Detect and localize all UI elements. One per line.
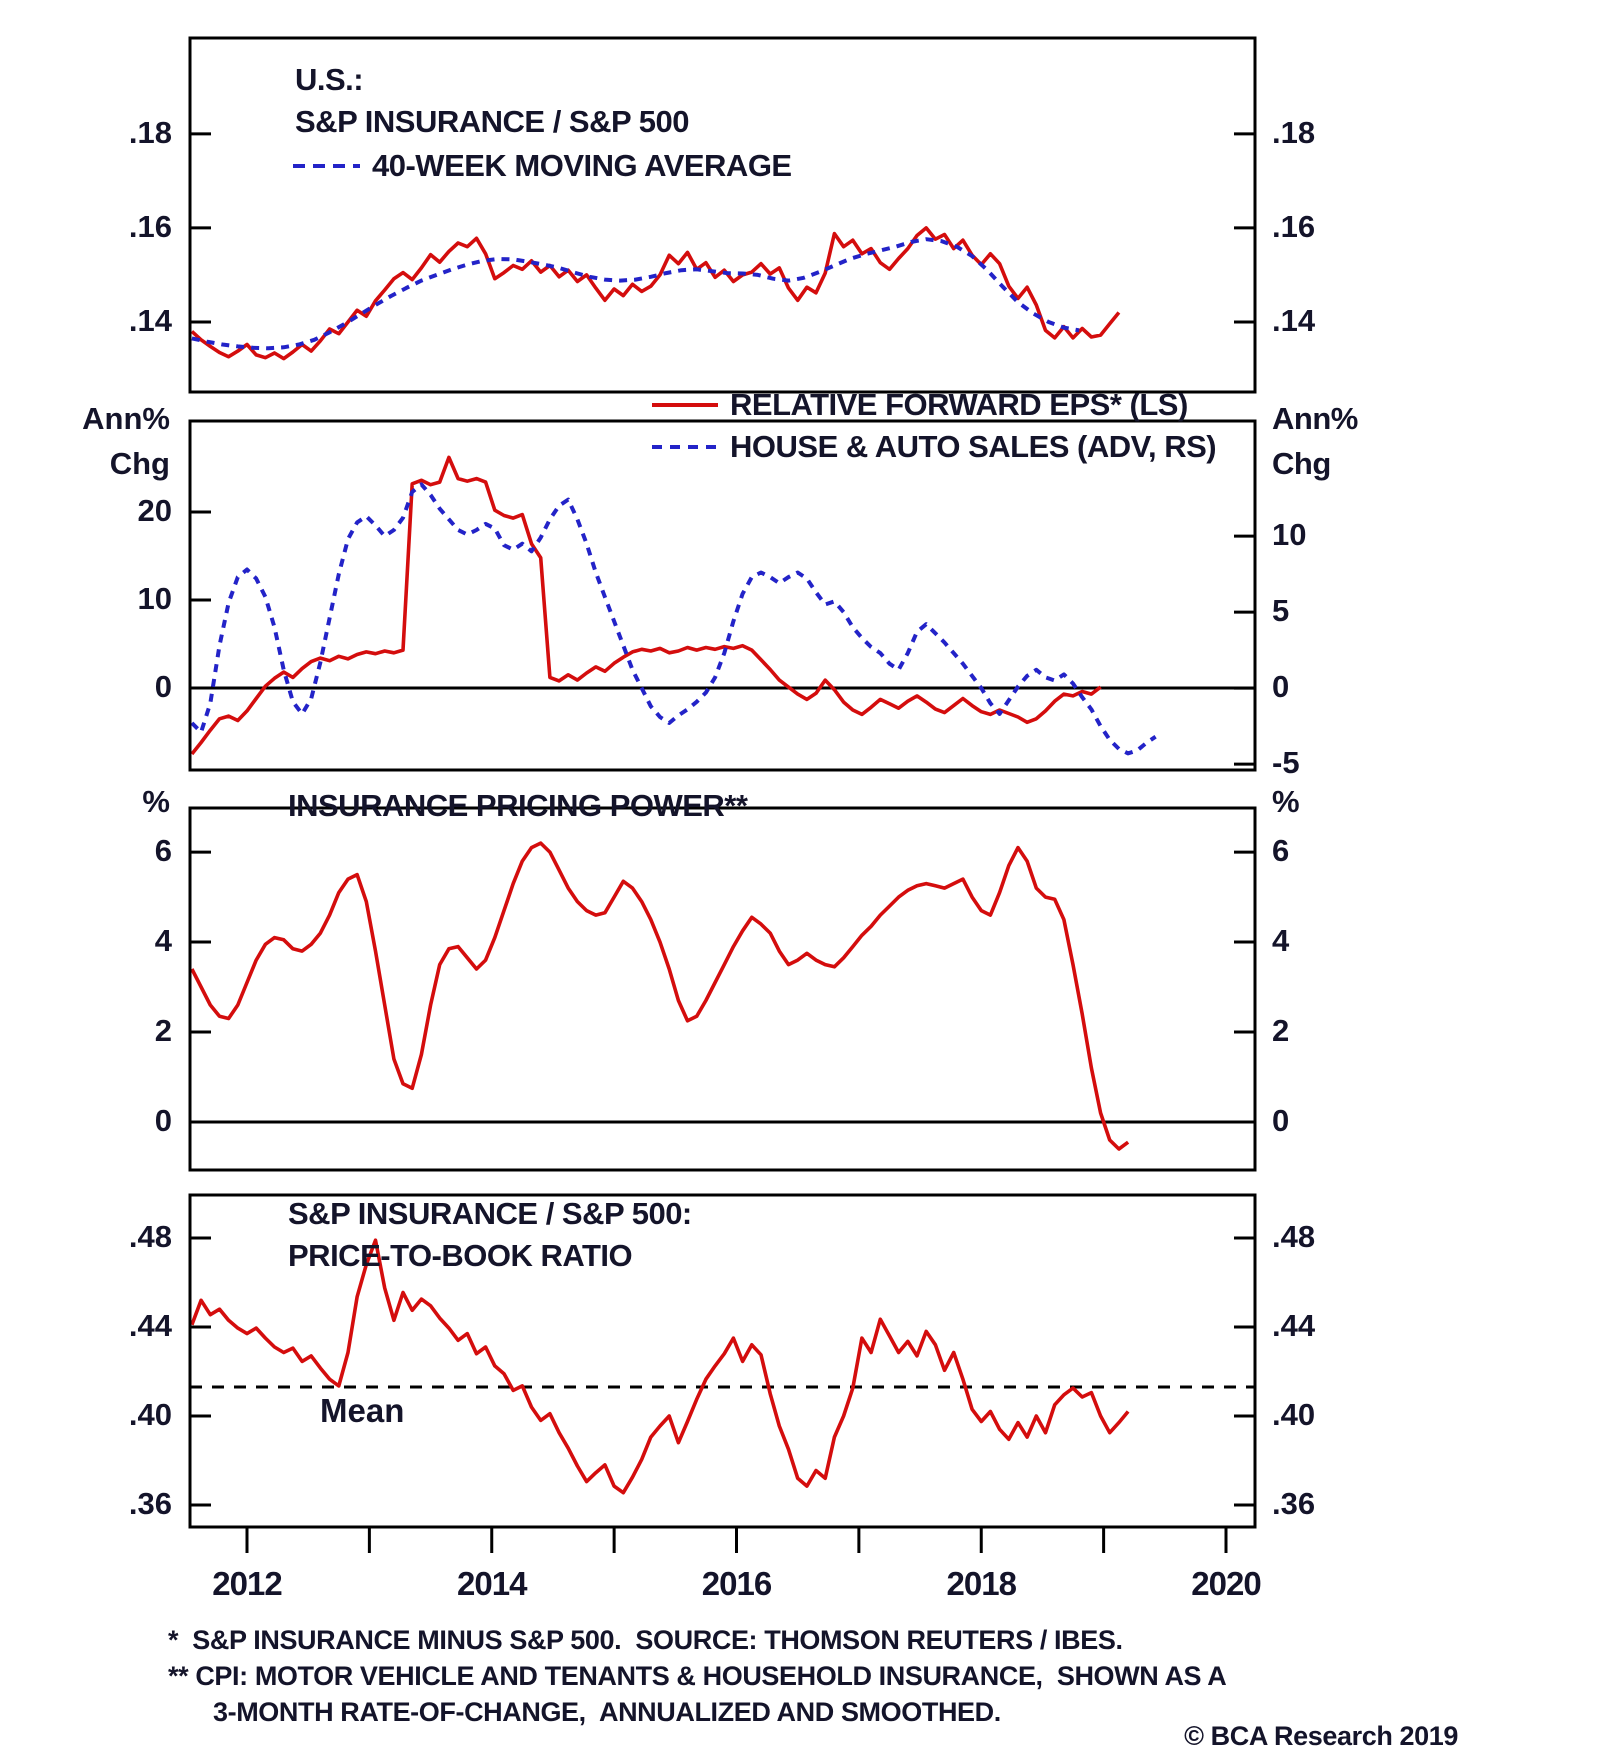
tick-label-right-panel2: 10 — [1272, 517, 1307, 553]
x-axis-year-label-2012: 2012 — [212, 1565, 282, 1602]
panel4-title-line1: S&P INSURANCE / S&P 500: — [288, 1196, 692, 1231]
panel3-frame — [190, 808, 1255, 1170]
tick-label-right-panel2: 0 — [1272, 669, 1290, 705]
x-axis-year-label-2014: 2014 — [457, 1565, 527, 1602]
series-panel1-1 — [192, 228, 1119, 359]
tick-label-right-panel4: .36 — [1272, 1485, 1316, 1521]
panel2-right-axis-unit-line1: Ann% — [1272, 401, 1358, 436]
tick-label-right-panel4: .48 — [1272, 1218, 1316, 1254]
tick-label-right-panel3: 0 — [1272, 1103, 1290, 1138]
panel4-mean-label: Mean — [320, 1392, 405, 1429]
series-panel3-1 — [192, 843, 1128, 1149]
tick-label-left-panel1: .18 — [128, 114, 172, 150]
series-panel4-1 — [192, 1240, 1128, 1493]
x-axis-year-label-2016: 2016 — [701, 1565, 772, 1602]
panel1-title-line2: S&P INSURANCE / S&P 500 — [295, 104, 689, 139]
panel2-legend-eps-label: RELATIVE FORWARD EPS* (LS) — [730, 387, 1188, 422]
tick-label-left-panel3: 4 — [154, 923, 172, 959]
panel3-title: INSURANCE PRICING POWER** — [288, 788, 748, 823]
tick-label-right-panel2: 5 — [1272, 593, 1290, 629]
series-panel2-1 — [192, 457, 1101, 754]
tick-label-left-panel4: .44 — [128, 1307, 172, 1343]
tick-label-right-panel2: -5 — [1272, 745, 1300, 781]
tick-label-left-panel4: .40 — [128, 1396, 172, 1432]
panel1-title-line1: U.S.: — [295, 62, 364, 97]
tick-label-right-panel1: .18 — [1272, 114, 1316, 150]
tick-label-left-panel1: .14 — [128, 302, 172, 338]
tick-label-left-panel3: 6 — [154, 833, 172, 869]
x-axis-year-label-2018: 2018 — [946, 1565, 1016, 1602]
panel1-legend-moving-average-label: 40-WEEK MOVING AVERAGE — [372, 148, 792, 183]
panel2-left-axis-unit-line1: Ann% — [82, 401, 170, 436]
series-panel1-2 — [192, 239, 1079, 348]
tick-label-left-panel2: 0 — [154, 668, 172, 704]
footnote-cpi-line2: 3-MONTH RATE-OF-CHANGE, ANNUALIZED AND SMOOTHED. — [213, 1697, 1001, 1727]
tick-label-right-panel4: .44 — [1272, 1307, 1316, 1343]
tick-label-left-panel3: 0 — [154, 1103, 172, 1138]
panel2-right-axis-unit-line2: Chg — [1272, 446, 1331, 481]
tick-label-left-panel3: 2 — [154, 1013, 172, 1049]
tick-label-right-panel1: .16 — [1272, 208, 1316, 244]
footnote-source: * S&P INSURANCE MINUS S&P 500. SOURCE: THOMSON REUTERS / IBES. — [168, 1625, 1123, 1655]
panel2-left-axis-unit-line2: Chg — [109, 446, 170, 481]
panel2-legend-sales-label: HOUSE & AUTO SALES (ADV, RS) — [730, 429, 1217, 464]
footnote-cpi-line1: ** CPI: MOTOR VEHICLE AND TENANTS & HOUSEHOLD INSURANCE, SHOWN AS A — [168, 1661, 1227, 1691]
tick-label-right-panel4: .40 — [1272, 1396, 1316, 1432]
tick-label-right-panel1: .14 — [1272, 302, 1316, 338]
panel2-frame — [190, 421, 1255, 770]
x-axis-year-label-2020: 2020 — [1191, 1565, 1261, 1602]
tick-label-right-panel3: 4 — [1272, 923, 1290, 959]
panel3-left-axis-unit: % — [142, 784, 170, 819]
copyright: © BCA Research 2019 — [1184, 1721, 1458, 1751]
tick-label-left-panel4: .48 — [128, 1218, 172, 1254]
tick-label-left-panel2: 20 — [137, 492, 172, 528]
tick-label-left-panel1: .16 — [128, 208, 172, 244]
tick-label-right-panel3: 2 — [1272, 1013, 1290, 1049]
tick-label-left-panel4: .36 — [128, 1485, 172, 1521]
tick-label-left-panel2: 10 — [137, 580, 172, 616]
tick-label-right-panel3: 6 — [1272, 833, 1290, 869]
panel4-title-line2: PRICE-TO-BOOK RATIO — [288, 1238, 633, 1273]
panel3-right-axis-unit: % — [1272, 784, 1300, 819]
